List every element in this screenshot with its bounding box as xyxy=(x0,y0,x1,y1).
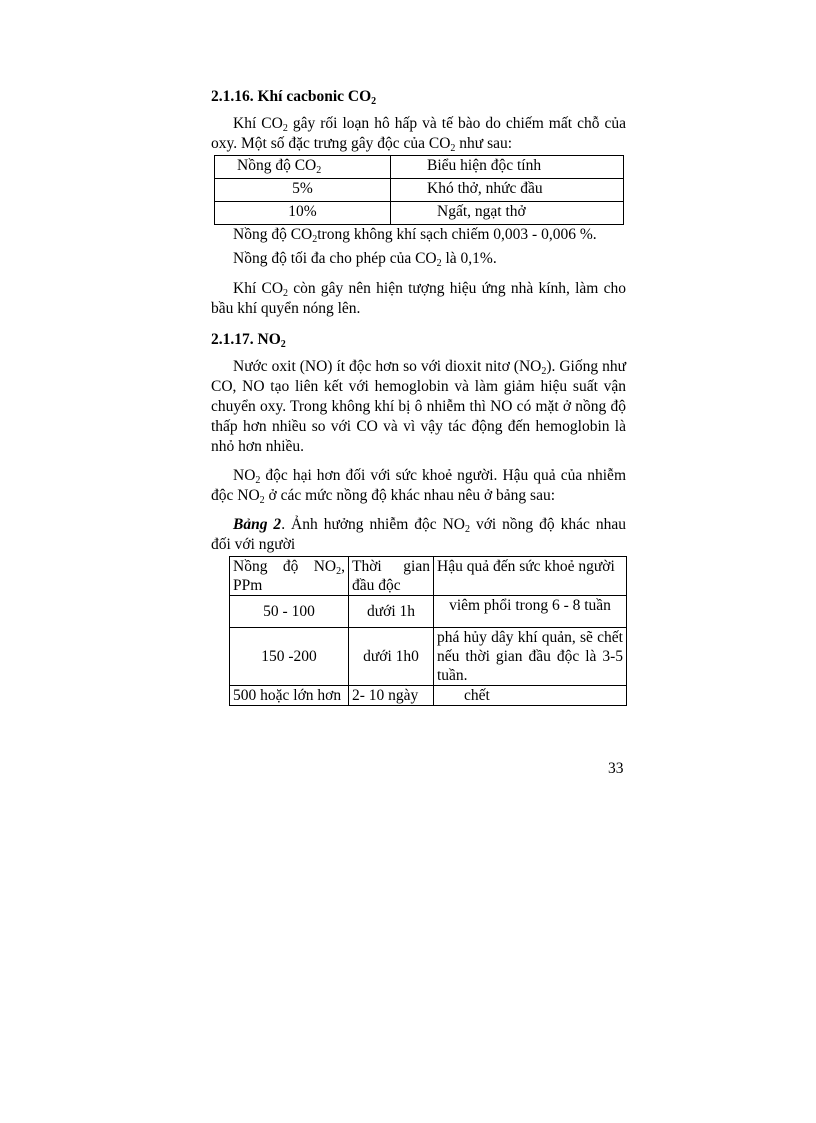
no2-paragraph-2: $NO_2$ độc hại hơn đối với sức khoẻ người. Hậu quả của nhiễm độc $NO_2$ ở các mức nồng độ khác nhau nêu ở bảng sau: xyxy=(211,467,626,506)
no2-effect-cell: chết xyxy=(434,686,627,706)
table-header-row xyxy=(215,156,624,179)
co2-max-allowed: Nồng độ tối đa cho phép của $CO_2$ là 0,1%. xyxy=(233,250,497,269)
co2-conc-cell: 10% xyxy=(215,202,391,225)
no2-heading: 2.1.17. $NO_2$ xyxy=(211,331,286,350)
table-row xyxy=(230,686,627,706)
co2-heading: 2.1.16. Khí cacbonic $CO_2$ xyxy=(211,88,377,107)
table-row xyxy=(230,628,627,686)
no2-duration-cell: dưới 1h0 xyxy=(349,628,434,686)
no2-conc-cell: 50 - 100 xyxy=(230,596,349,628)
co2-conc-cell: 5% xyxy=(215,179,391,202)
table-header-row xyxy=(230,557,627,596)
no2-conc-cell: 150 -200 xyxy=(230,628,349,686)
no2-effect-cell: viêm phổi trong 6 - 8 tuần xyxy=(434,596,627,628)
no2-header-duration: Thời gian đầu độc xyxy=(349,557,434,596)
page-content xyxy=(211,88,626,706)
table-row xyxy=(230,596,627,628)
no2-duration-cell: dưới 1h xyxy=(349,596,434,628)
no2-header-concentration: Nồng độ $NO_2$, PPm xyxy=(230,557,349,596)
no2-duration-cell: 2- 10 ngày xyxy=(349,686,434,706)
co2-toxicity-table xyxy=(214,155,624,225)
co2-header-effect: Biểu hiện độc tính xyxy=(391,156,624,179)
page-number: 33 xyxy=(608,760,624,777)
co2-effect-cell: Ngất, ngạt thở xyxy=(391,202,624,225)
no2-header-effect: Hậu quả đến sức khoẻ người xyxy=(434,557,627,596)
co2-greenhouse: Khí $CO_2$ còn gây nên hiện tượng hiệu ứng nhà kính, làm cho bầu khí quyển nóng lên. xyxy=(211,280,626,317)
no2-effects-table xyxy=(229,556,627,706)
co2-intro: Khí $CO_2$ gây rối loạn hô hấp và tế bào do chiếm mất chỗ của oxy. Một số đặc trưng gây độc của $CO_2$ như sau: xyxy=(211,115,626,154)
co2-background-level: Nồng độ $CO_2trong$ không khí sạch chiếm 0,003 - 0,006 %. xyxy=(233,226,597,245)
co2-header-concentration: Nồng độ $CO_2$ xyxy=(215,156,391,179)
table-row xyxy=(215,179,624,202)
co2-effect-cell: Khó thở, nhức đầu xyxy=(391,179,624,202)
no2-paragraph-1: Nước oxit (NO) ít độc hơn so với dioxit nitơ $(NO_2)$. Giống như CO, NO tạo liên kết với hemoglobin và làm giảm hiệu suất vận chuyển oxy. Trong không khí bị ô nhiễm thì NO có mặt ở nồng độ thấp hơn nhiều so với CO và vì vậy tác động đến hemoglobin là nhỏ hơn nhiều. xyxy=(211,358,626,455)
no2-conc-cell: 500 hoặc lớn hơn xyxy=(230,686,349,706)
table-caption: Bảng 2. Ảnh hưởng nhiễm độc $NO_2$ với nồng độ khác nhau đối với người xyxy=(211,516,626,553)
table-row xyxy=(215,202,624,225)
no2-effect-cell: phá hủy dây khí quản, sẽ chết nếu thời gian đầu độc là 3-5 tuần. xyxy=(434,628,627,686)
